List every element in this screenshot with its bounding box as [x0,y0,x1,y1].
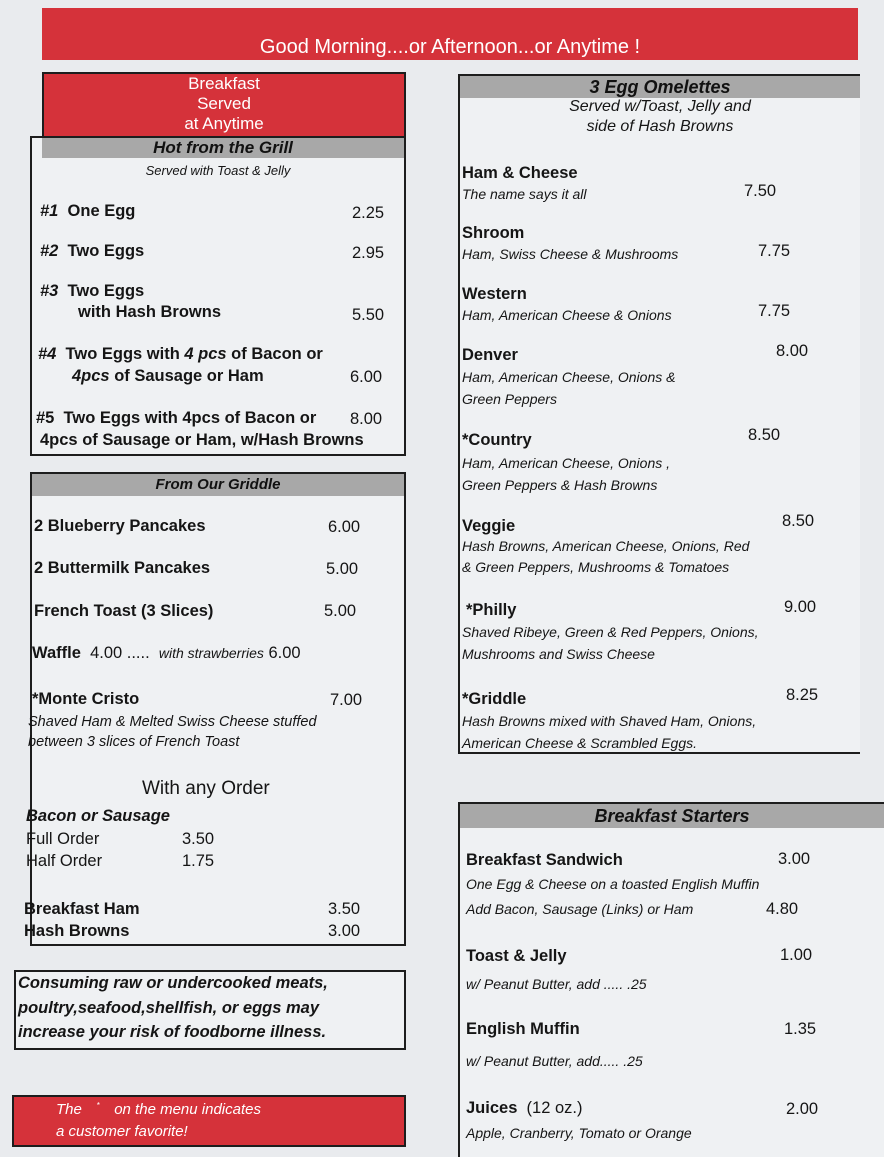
food-safety-warning [14,970,406,1050]
grill-title: Hot from the Grill [42,138,404,158]
breakfast-ham: Breakfast Ham [24,900,140,918]
grill-item-5: #5 Two Eggs with 4pcs of Bacon or [36,409,317,427]
half-order: Half Order [26,852,103,870]
griddle-monte-desc-2: between 3 slices of French Toast [28,734,240,750]
starter-toast-jelly-add: w/ Peanut Butter, add ..... .25 [466,976,647,992]
omelette-country: *Country [462,431,532,449]
omelette-denver-desc-2: Green Peppers [462,391,557,407]
griddle-item-french-toast-price: 5.00 [324,602,357,620]
served-line-2: Served [197,94,251,113]
omelette-country-price: 8.50 [748,426,781,444]
griddle-title: From Our Griddle [32,474,404,496]
omelette-philly-desc-2: Mushrooms and Swiss Cheese [462,646,655,662]
omelette-veggie-price: 8.50 [782,512,815,530]
omelette-western-desc: Ham, American Cheese & Onions [462,307,672,323]
griddle-monte-cristo: *Monte Cristo [32,690,140,708]
favorite-line-1: The * on the menu indicates [56,1101,261,1118]
grill-subtitle: Served with Toast & Jelly [145,163,291,178]
starter-toast-jelly-price: 1.00 [780,946,813,964]
warning-line-1: Consuming raw or undercooked meats, [18,974,328,992]
omelette-ham-cheese-price: 7.50 [744,182,777,200]
full-order-price: 3.50 [182,830,215,848]
starter-english-muffin-add: w/ Peanut Butter, add..... .25 [466,1053,643,1069]
starters-section [458,802,884,1157]
omelette-denver: Denver [462,346,518,364]
omelette-shroom-desc: Ham, Swiss Cheese & Mushrooms [462,246,679,262]
omelette-griddle: *Griddle [462,690,527,708]
griddle-monte-desc-1: Shaved Ham & Melted Swiss Cheese stuffed [28,714,317,730]
griddle-item-buttermilk: 2 Buttermilk Pancakes [34,559,211,577]
omelette-griddle-desc-1: Hash Browns mixed with Shaved Ham, Onions, [462,713,757,729]
starters-title: Breakfast Starters [460,804,884,828]
with-any-order: With any Order [142,778,270,799]
grill-item-1-price: 2.25 [352,204,385,222]
warning-line-3: increase your risk of foodborne illness. [18,1023,327,1041]
griddle-monte-cristo-price: 7.00 [330,691,363,709]
omelette-griddle-desc-2: American Cheese & Scrambled Eggs. [462,735,697,751]
starter-sandwich-add: Add Bacon, Sausage (Links) or Ham [466,901,694,917]
omelette-griddle-price: 8.25 [786,686,819,704]
griddle-section [24,472,406,946]
omelette-denver-price: 8.00 [776,342,809,360]
grill-item-2: #2 Two Eggs [40,242,145,260]
grill-item-3-price: 5.50 [352,306,385,324]
omelette-western-price: 7.75 [758,302,791,320]
favorite-note [12,1095,406,1147]
omelettes-sub-2: side of Hash Browns [586,118,734,135]
warning-line-2: poultry,seafood,shellfish, or eggs may [18,999,320,1017]
starter-toast-jelly: Toast & Jelly [466,947,567,965]
omelette-ham-cheese-desc: The name says it all [462,186,587,202]
bacon-or-sausage: Bacon or Sausage [26,807,170,825]
hash-browns: Hash Browns [24,922,130,940]
omelette-western: Western [462,285,527,303]
omelette-ham-cheese: Ham & Cheese [462,164,578,182]
griddle-item-blueberry-price: 6.00 [328,518,361,536]
served-anytime-box [42,72,406,140]
grill-section [30,136,406,456]
star-marker-icon: * [96,1101,100,1110]
omelette-veggie: Veggie [462,517,516,535]
grill-item-2-price: 2.95 [352,244,385,262]
omelettes-sub-1: Served w/Toast, Jelly and [569,98,751,115]
grill-item-5-line2: 4pcs of Sausage or Ham, w/Hash Browns [40,431,364,449]
starter-english-muffin: English Muffin [466,1020,580,1038]
omelette-shroom-price: 7.75 [758,242,791,260]
omelette-veggie-desc-1: Hash Browns, American Cheese, Onions, Red [462,538,750,554]
griddle-item-french-toast: French Toast (3 Slices) [34,602,214,620]
served-line-3: at Anytime [184,114,264,133]
starter-juices: Juices (12 oz.) [466,1099,583,1117]
full-order: Full Order [26,830,100,848]
starter-english-muffin-price: 1.35 [784,1020,817,1038]
starter-sandwich-desc: One Egg & Cheese on a toasted English Muffin [466,876,760,892]
starter-juices-price: 2.00 [786,1100,819,1118]
omelette-country-desc-2: Green Peppers & Hash Browns [462,477,658,493]
omelettes-title: 3 Egg Omelettes [460,76,860,98]
grill-item-4: #4 Two Eggs with 4 pcs of Bacon or [38,345,323,363]
omelette-country-desc-1: Ham, American Cheese, Onions , [462,455,671,471]
starter-sandwich-add-price: 4.80 [766,900,799,918]
omelette-philly-price: 9.00 [784,598,817,616]
grill-item-3-line2: with Hash Browns [78,303,222,321]
top-banner [42,8,858,60]
grill-item-5-price: 8.00 [350,410,383,428]
omelette-denver-desc-1: Ham, American Cheese, Onions & [462,369,676,385]
griddle-waffle: Waffle 4.00 ..... with strawberries 6.00 [32,644,301,662]
half-order-price: 1.75 [182,852,215,870]
starter-sandwich: Breakfast Sandwich [466,851,623,869]
served-line-1: Breakfast [188,74,260,93]
hash-browns-price: 3.00 [328,922,361,940]
griddle-item-blueberry: 2 Blueberry Pancakes [34,517,206,535]
omelette-philly-desc-1: Shaved Ribeye, Green & Red Peppers, Onions, [462,624,759,640]
omelettes-section [458,74,860,754]
breakfast-ham-price: 3.50 [328,900,361,918]
griddle-item-buttermilk-price: 5.00 [326,560,359,578]
grill-item-4-line2: 4pcs of Sausage or Ham [72,367,264,385]
grill-item-4-price: 6.00 [350,368,383,386]
starter-juices-desc: Apple, Cranberry, Tomato or Orange [466,1125,692,1141]
grill-item-3: #3 Two Eggs [40,282,145,300]
omelette-veggie-desc-2: & Green Peppers, Mushrooms & Tomatoes [462,559,730,575]
omelette-shroom: Shroom [462,224,525,242]
starter-sandwich-price: 3.00 [778,850,811,868]
grill-item-1: #1 One Egg [40,202,136,220]
banner-text: Good Morning....or Afternoon...or Anytime ! [259,36,641,58]
favorite-line-2: a customer favorite! [56,1123,188,1140]
omelette-philly: *Philly [466,601,517,619]
